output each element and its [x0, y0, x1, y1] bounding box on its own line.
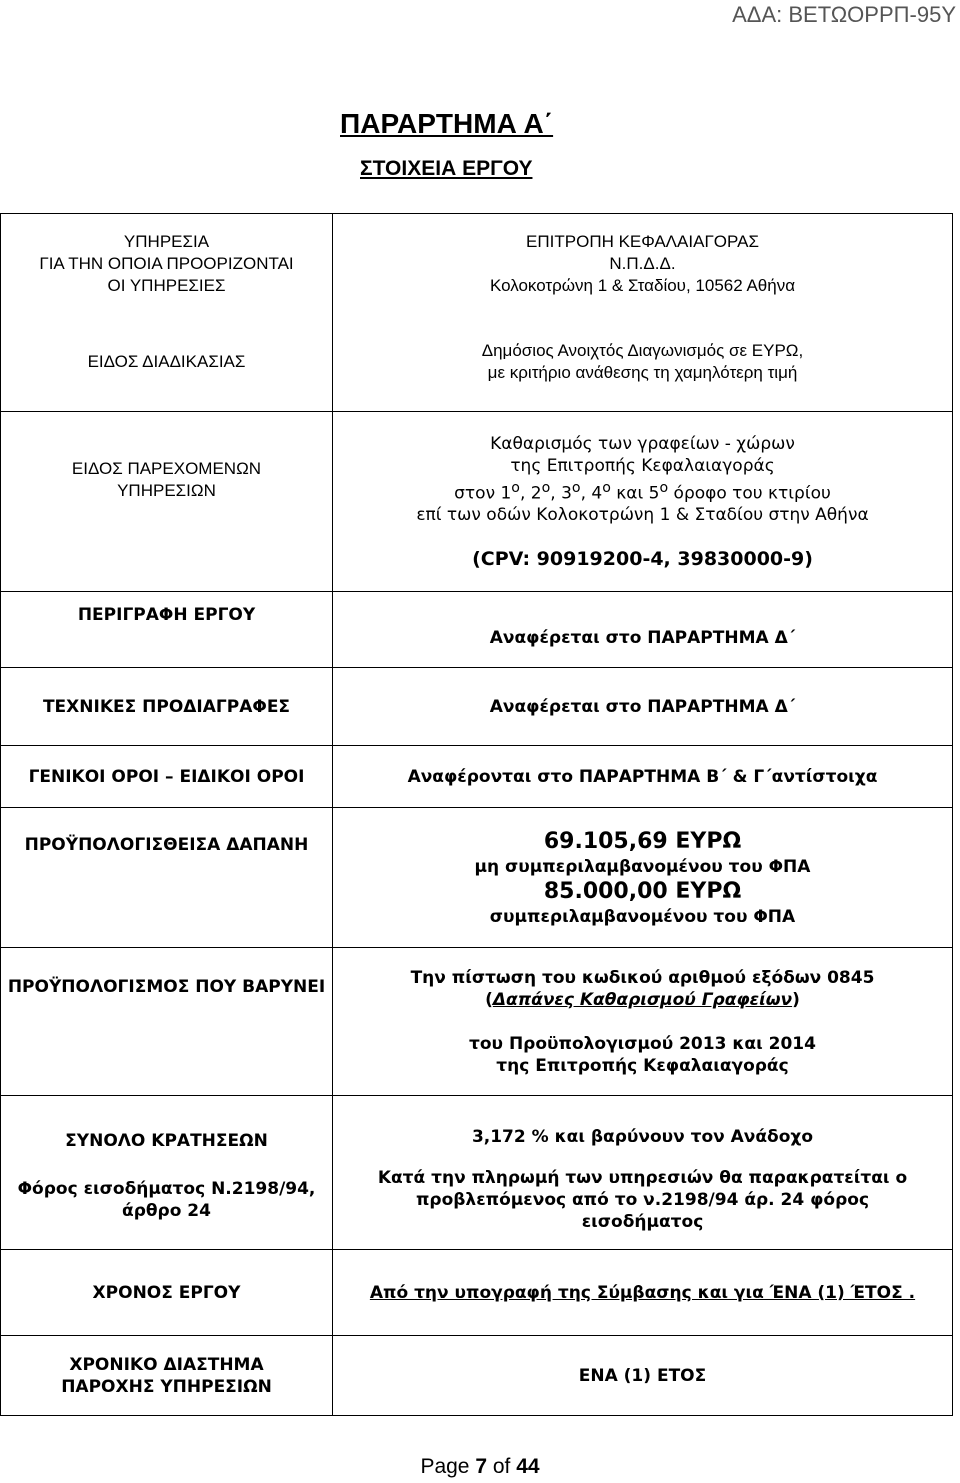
amount-ex-vat: 69.105,69 ΕΥΡΩ — [543, 828, 742, 854]
label-service-period: ΧΡΟΝΙΚΟ ΔΙΑΣΤΗΜΑ ΠΑΡΟΧΗΣ ΥΠΗΡΕΣΙΩΝ — [1, 1336, 333, 1416]
value-terms: Αναφέρονται στο ΠΑΡΑΡΤΗΜΑ Β΄ & Γ΄αντίστοιχα — [333, 746, 953, 808]
value-budget: 69.105,69 ΕΥΡΩ μη συμπεριλαμβανομένου του ΦΠΑ 85.000,00 ΕΥΡΩ συμπεριλαμβανομένου του ΦΠΑ — [333, 808, 953, 948]
value-procedure: Δημόσιος Ανοιχτός Διαγωνισμός σε ΕΥΡΩ, με κριτήριο ανάθεσης τη χαμηλότερη τιμή — [333, 314, 953, 412]
cpv-codes: (CPV: 90919200-4, 39830000-9) — [472, 548, 813, 571]
row-service-period — [1, 1336, 953, 1416]
label-services-type: ΕΙΔΟΣ ΠΑΡΕΧΟΜΕΝΩΝ ΥΠΗΡΕΣΙΩΝ — [1, 412, 333, 592]
label-service: ΥΠΗΡΕΣΙΑ ΓΙΑ ΤΗΝ ΟΠΟΙΑ ΠΡΟΟΡΙΖΟΝΤΑΙ ΟΙ ΥΠΗΡΕΣΙΕΣ — [1, 214, 333, 314]
label-income-tax: Φόρος εισοδήματος Ν.2198/94, άρθρο 24 — [1, 1152, 333, 1250]
page-title: ΠΑΡΑΡΤΗΜΑ Α΄ — [340, 108, 554, 139]
value-services-type: Καθαρισμός των γραφείων - χώρων της Επιτροπής Κεφαλαιαγοράς στον $1^o$, $2^o$, $3^o$, $4^o$ και $5^o$ όροφο του κτιρίου επί των οδών Κολοκοτρώνη 1 & Σταδίου στην Αθήνα (CPV: 90919200-4, 39830000-9) — [333, 412, 953, 592]
row-budget — [1, 808, 953, 948]
row-duration — [1, 1250, 953, 1336]
row-charged-budget — [1, 948, 953, 1096]
value-income-tax: Κατά την πληρωμή των υπηρεσιών θα παρακρατείται ο προβλεπόμενος από το ν.2198/94 άρ. 24 φόρος εισοδήματος — [333, 1152, 953, 1250]
value-service-period: ΕΝΑ (1) ΕΤΟΣ — [333, 1336, 953, 1416]
value-description: Αναφέρεται στο ΠΑΡΑΡΤΗΜΑ Δ΄ — [333, 592, 953, 668]
label-description: ΠΕΡΙΓΡΑΦΗ ΕΡΓΟΥ — [1, 592, 333, 668]
row-services-type — [1, 412, 953, 592]
amount-inc-vat: 85.000,00 ΕΥΡΩ — [543, 878, 742, 904]
page-number: 7 — [475, 1455, 488, 1478]
document-code: ΑΔΑ: ΒΕΤΩΟΡΡΠ-95Υ — [732, 2, 956, 27]
value-duration: Από την υπογραφή της Σύμβασης και για ΈΝΑ (1) ΈΤΟΣ . — [333, 1250, 953, 1336]
label-duration: ΧΡΟΝΟΣ ΕΡΓΟΥ — [1, 1250, 333, 1336]
label-terms: ΓΕΝΙΚΟΙ ΟΡΟΙ – ΕΙΔΙΚΟΙ ΟΡΟΙ — [1, 746, 333, 808]
row-terms — [1, 746, 953, 808]
label-charged-budget: ΠΡΟΫΠΟΛΟΓΙΣΜΟΣ ΠΟΥ ΒΑΡΥΝΕΙ — [1, 948, 333, 1096]
label-budget: ΠΡΟΫΠΟΛΟΓΙΣΘΕΙΣΑ ΔΑΠΑΝΗ — [1, 808, 333, 948]
row-procedure — [1, 314, 953, 412]
page-footer: Page 7 of 44 — [420, 1455, 540, 1478]
label-procedure: ΕΙΔΟΣ ΔΙΑΔΙΚΑΣΙΑΣ — [1, 314, 333, 412]
row-service — [1, 214, 953, 314]
row-deductions — [1, 1096, 953, 1152]
page-subtitle: ΣΤΟΙΧΕΙΑ ΕΡΓΟΥ — [360, 157, 533, 180]
page-total: 44 — [516, 1455, 540, 1478]
value-deductions: 3,172 % και βαρύνουν τον Ανάδοχο — [333, 1096, 953, 1152]
row-description — [1, 592, 953, 668]
value-charged-budget: Την πίστωση του κωδικού αριθμού εξόδων 0845 (Δαπάνες Καθαρισμού Γραφείων) του Προϋπολογισμού 2013 και 2014 της Επιτροπής Κεφαλαιαγοράς — [333, 948, 953, 1096]
row-tech-specs — [1, 668, 953, 746]
label-deductions: ΣΥΝΟΛΟ ΚΡΑΤΗΣΕΩΝ — [1, 1096, 333, 1152]
value-tech-specs: Αναφέρεται στο ΠΑΡΑΡΤΗΜΑ Δ΄ — [333, 668, 953, 746]
project-details-table — [0, 213, 953, 1416]
label-tech-specs: ΤΕΧΝΙΚΕΣ ΠΡΟΔΙΑΓΡΑΦΕΣ — [1, 668, 333, 746]
row-income-tax — [1, 1152, 953, 1250]
value-service: ΕΠΙΤΡΟΠΗ ΚΕΦΑΛΑΙΑΓΟΡΑΣ Ν.Π.Δ.Δ. Κολοκοτρώνη 1 & Σταδίου, 10562 Αθήνα — [333, 214, 953, 314]
